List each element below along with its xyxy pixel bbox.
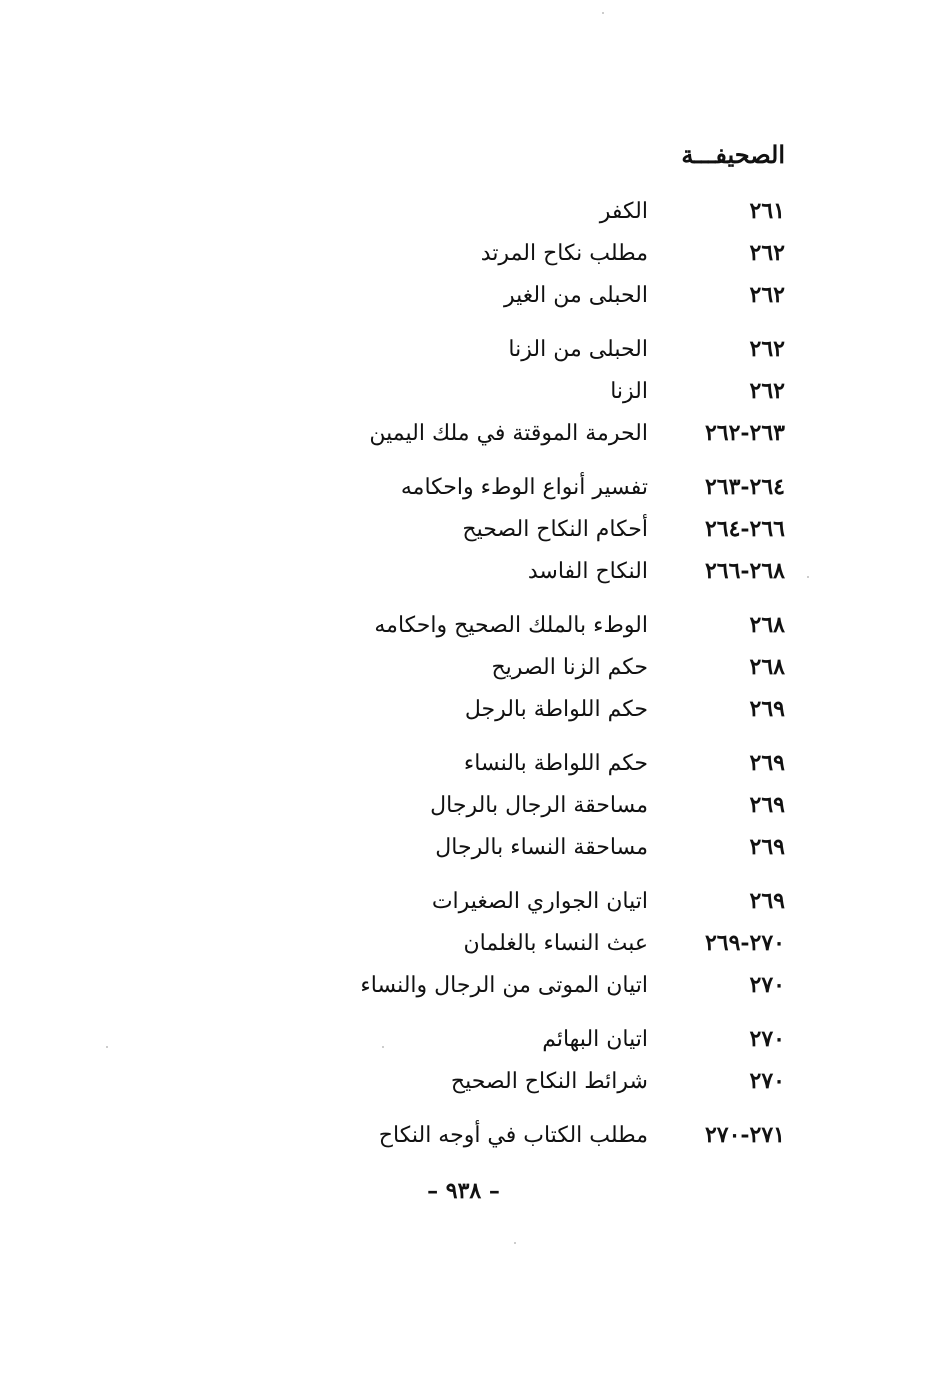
entry-title: الزنا xyxy=(610,378,648,404)
toc-entry xyxy=(185,550,785,592)
page-number: – ٩٣٨ – xyxy=(427,1178,500,1204)
entry-title: اتيان الموتى من الرجال والنساء xyxy=(360,972,648,998)
toc-entry xyxy=(185,328,785,370)
entry-page-range: ٢٧٠ xyxy=(749,1068,785,1094)
toc-entry xyxy=(185,1114,785,1156)
toc-entry xyxy=(185,1018,785,1060)
entry-page-range: ٢٦٨-٢٦٦ xyxy=(704,558,785,584)
scan-speck xyxy=(602,12,604,14)
entry-page-range: ٢٧٠-٢٦٩ xyxy=(704,930,785,956)
toc-entry xyxy=(185,742,785,784)
entry-page-range: ٢٦٦-٢٦٤ xyxy=(704,516,785,542)
entry-page-range: ٢٧٠ xyxy=(749,972,785,998)
entry-page-range: ٢٦٨ xyxy=(749,654,785,680)
entry-title: الحرمة الموقتة في ملك اليمين xyxy=(369,420,648,446)
entry-page-range: ٢٧١-٢٧٠ xyxy=(704,1122,785,1148)
entry-title: حكم اللواطة بالنساء xyxy=(463,750,648,776)
entry-title: مساحقة النساء بالرجال xyxy=(435,834,648,860)
column-header: الصحيفـــة xyxy=(681,140,785,169)
entry-page-range: ٢٦٨ xyxy=(749,612,785,638)
entry-page-range: ٢٦٣-٢٦٢ xyxy=(704,420,785,446)
entry-page-range: ٢٦٢ xyxy=(749,282,785,308)
toc-entry xyxy=(185,508,785,550)
toc-entry xyxy=(185,466,785,508)
entry-page-range: ٢٦٩ xyxy=(749,888,785,914)
entry-title: عبث النساء بالغلمان xyxy=(463,930,648,956)
toc-entry xyxy=(185,646,785,688)
entry-page-range: ٢٦٩ xyxy=(749,696,785,722)
entry-title: الحبلى من الغير xyxy=(504,282,648,308)
entry-title: الوطء بالملك الصحيح واحكامه xyxy=(374,612,648,638)
toc-entry xyxy=(185,784,785,826)
toc-entry xyxy=(185,604,785,646)
toc-entry xyxy=(185,1060,785,1102)
entry-page-range: ٢٦٩ xyxy=(749,750,785,776)
scan-speck xyxy=(807,576,809,578)
scan-speck xyxy=(106,1046,108,1048)
entry-title: شرائط النكاح الصحيح xyxy=(450,1068,648,1094)
entry-page-range: ٢٦٤-٢٦٣ xyxy=(704,474,785,500)
entry-title: حكم الزنا الصريح xyxy=(491,654,648,680)
entry-title: مساحقة الرجال بالرجال xyxy=(430,792,648,818)
entry-page-range: ٢٦٢ xyxy=(749,336,785,362)
toc-entries xyxy=(185,190,785,1156)
entry-title: الحبلى من الزنا xyxy=(508,336,648,362)
toc-entry xyxy=(185,370,785,412)
toc-entry xyxy=(185,190,785,232)
entry-title: اتيان البهائم xyxy=(542,1026,648,1052)
entry-title: النكاح الفاسد xyxy=(527,558,648,584)
entry-page-range: ٢٦٢ xyxy=(749,240,785,266)
entry-page-range: ٢٦٩ xyxy=(749,834,785,860)
entry-page-range: ٢٦١ xyxy=(749,198,785,224)
scan-speck xyxy=(382,1046,384,1048)
scan-speck xyxy=(514,1242,516,1244)
toc-entry xyxy=(185,274,785,316)
entry-page-range: ٢٦٢ xyxy=(749,378,785,404)
entry-page-range: ٢٧٠ xyxy=(749,1026,785,1052)
entry-title: أحكام النكاح الصحيح xyxy=(462,516,648,542)
entry-title: الكفر xyxy=(599,198,648,224)
entry-page-range: ٢٦٩ xyxy=(749,792,785,818)
entry-title: مطلب الكتاب في أوجه النكاح xyxy=(378,1122,648,1148)
toc-entry xyxy=(185,688,785,730)
entry-title: حكم اللواطة بالرجل xyxy=(464,696,648,722)
entry-title: تفسير أنواع الوطء واحكامه xyxy=(400,474,648,500)
toc-entry xyxy=(185,964,785,1006)
entry-title: مطلب نكاح المرتد xyxy=(480,240,648,266)
toc-entry xyxy=(185,880,785,922)
toc-entry xyxy=(185,412,785,454)
toc-entry xyxy=(185,922,785,964)
toc-entry xyxy=(185,826,785,868)
entry-title: اتيان الجواري الصغيرات xyxy=(431,888,648,914)
toc-entry xyxy=(185,232,785,274)
